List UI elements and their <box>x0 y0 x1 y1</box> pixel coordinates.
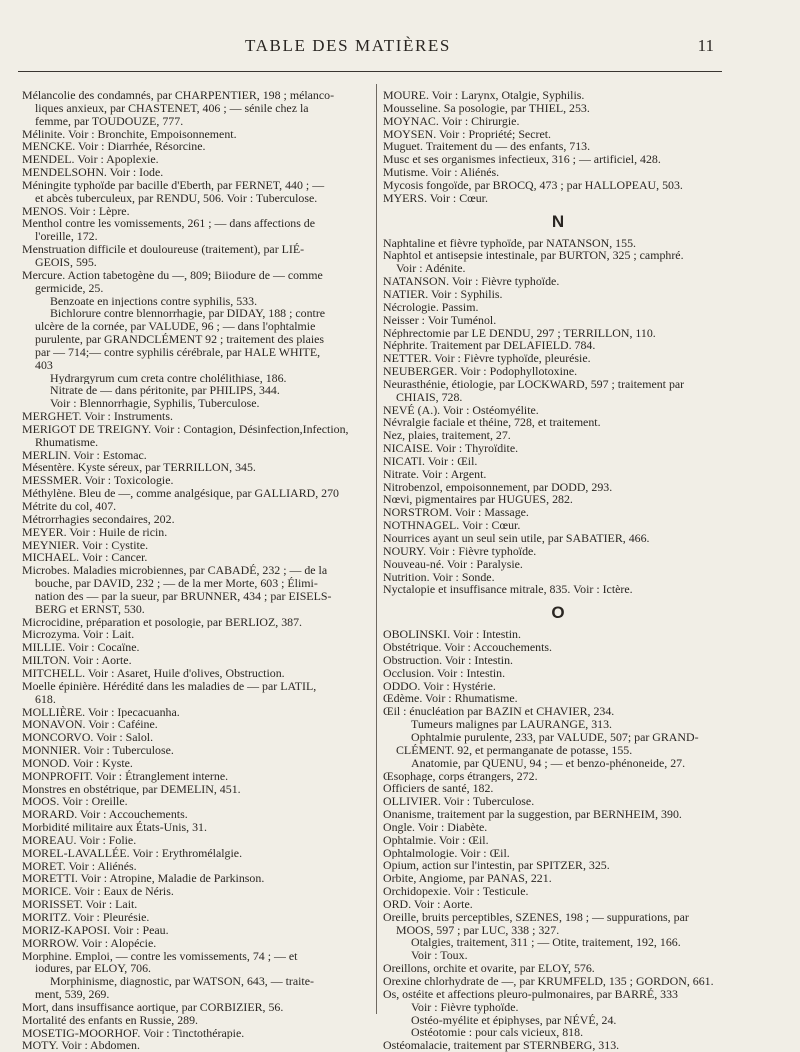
section-letter-heading: N <box>551 211 565 231</box>
index-entry-line: MOYSEN. Voir : Propriété; Secret. <box>383 127 551 141</box>
index-entry-line: MEYER. Voir : Huile de ricin. <box>22 525 168 539</box>
index-entry-line: Opium, action sur l'intestin, par SPITZER, 325. <box>383 859 610 873</box>
index-entry-line: Menstruation difficile et douloureuse (traitement), par LIÉ- <box>22 243 305 256</box>
index-entry-line: Ostéomalacie, traitement par STERNBERG, 313. <box>383 1039 620 1052</box>
index-entry-line: Oreillons, orchite et ovarite, par ELOY, 576. <box>383 962 595 975</box>
index-entry-line: Occlusion. Voir : Intestin. <box>383 666 506 680</box>
index-entry-line: Voir : Toux. <box>411 949 468 963</box>
index-entry-line: Moelle épinière. Hérédité dans les maladies de — par LATIL, <box>22 679 317 693</box>
index-entry-line: Hydrargyrum cum creta contre cholélithiase, 186. <box>50 371 287 385</box>
index-entry-line: nation des — par la sueur, par BRUNNER, 434 ; par EISELS- <box>35 589 332 603</box>
index-entry-line: Neurasthénie, étiologie, par LOCKWARD, 597 ; traitement par <box>383 377 685 391</box>
index-entry-line: Nécrologie. Passim. <box>383 300 479 314</box>
right-column <box>383 89 733 1052</box>
index-entry-line: Métrite du col, 407. <box>22 500 117 513</box>
index-entry-line: MYERS. Voir : Cœur. <box>383 191 488 205</box>
index-entry-line: Benzoate en injections contre syphilis, 533. <box>50 294 258 308</box>
index-entry-line: iodures, par ELOY, 706. <box>35 962 152 976</box>
index-entry-line: NOTHNAGEL. Voir : Cœur. <box>383 519 521 532</box>
index-entry-line: Naphtaline et fièvre typhoïde, par NATANSON, 155. <box>383 236 636 250</box>
index-entry-line: MESSMER. Voir : Toxicologie. <box>22 474 174 488</box>
index-entry-line: Onanisme, traitement par la suggestion, par BERNHEIM, 390. <box>383 808 682 821</box>
index-entry-line: MORETTI. Voir : Atropine, Maladie de Parkinson. <box>22 872 265 886</box>
index-entry-line: et abcès tuberculeux, par RENDU, 506. Voir : Tuberculose. <box>35 191 318 205</box>
index-entry-line: Microzyma. Voir : Lait. <box>22 628 135 642</box>
index-entry-line: MORISSET. Voir : Lait. <box>22 898 138 911</box>
index-entry-line: Ostéotomie : pour cals vicieux, 818. <box>411 1026 584 1040</box>
index-entry-line: MONCORVO. Voir : Salol. <box>22 731 154 745</box>
index-entry-line: MILTON. Voir : Aorte. <box>22 654 132 667</box>
index-entry-line: Oreille, bruits perceptibles, SZENES, 198 ; — suppurations, par <box>383 910 689 924</box>
index-entry-line: Nyctalopie et insuffisance mitrale, 835. Voir : Ictère. <box>383 583 633 597</box>
index-entry-line: ORD. Voir : Aorte. <box>383 897 473 911</box>
index-entry-line: Musc et ses organismes infectieux, 316 ; — artificiel, 428. <box>383 153 661 167</box>
index-entry-line: MOURE. Voir : Larynx, Otalgie, Syphilis. <box>383 89 585 102</box>
index-entry-line: Œdème. Voir : Rhumatisme. <box>383 692 518 706</box>
index-entry-line: Menthol contre les vomissements, 261 ; — dans affections de <box>22 217 316 231</box>
index-entry-line: Nouveau-né. Voir : Paralysie. <box>383 557 523 571</box>
index-entry-line: Mousseline. Sa posologie, par THIEL, 253. <box>383 101 590 115</box>
index-entry-line: MENCKE. Voir : Diarrhée, Résorcine. <box>22 140 206 154</box>
index-entry-line: Nez, plaies, traitement, 27. <box>383 429 511 443</box>
index-entry-line: Névralgie faciale et théine, 728, et traitement. <box>383 416 601 430</box>
index-entry-line: Officiers de santé, 182. <box>383 782 494 796</box>
index-entry-line: Microcidine, préparation et posologie, par BERLIOZ, 387. <box>22 615 303 629</box>
index-entry-line: MOSETIG-MOORHOF. Voir : Tinctothérapie. <box>22 1026 245 1040</box>
index-entry-line: Mercure. Action tabetogène du —, 809; Biiodure de — comme <box>22 268 323 282</box>
index-entry-line: MENOS. Voir : Lèpre. <box>22 204 130 218</box>
index-entry-line: Méningite typhoïde par bacille d'Eberth, par FERNET, 440 ; — <box>22 178 325 192</box>
index-entry-line: MORITZ. Voir : Pleurésie. <box>22 911 150 924</box>
index-entry-line: Mort, dans insuffisance aortique, par CORBIZIER, 56. <box>22 1000 284 1014</box>
index-entry-line: OLLIVIER. Voir : Tuberculose. <box>383 795 535 809</box>
index-entry-line: germicide, 25. <box>35 281 104 295</box>
index-entry-line: Œil : énucléation par BAZIN et CHAVIER, 234. <box>383 705 615 719</box>
index-entry-line: Monstres en obstétrique, par DEMELIN, 451. <box>22 782 241 796</box>
index-entry-line: MILLIE. Voir : Cocaïne. <box>22 641 140 655</box>
index-entry-line: MOREL-LAVALLÉE. Voir : Erythromélalgie. <box>22 846 243 860</box>
index-entry-line: MITCHELL. Voir : Asaret, Huile d'olives, Obstruction. <box>22 666 285 680</box>
index-entry-line: Morphine. Emploi, — contre les vomissements, 74 ; — et <box>22 949 298 963</box>
index-entry-line: Orexine chlorhydrate de —, par KRUMFELD, 135 ; GORDON, 661. <box>383 975 714 988</box>
index-entry-line: Mésentère. Kyste séreux, par TERRILLON, 345. <box>22 461 256 475</box>
index-entry-line: Métrorrhagies secondaires, 202. <box>22 512 175 526</box>
index-entry-line: BERG et ERNST, 530. <box>35 602 145 616</box>
index-entry-line: NEVÉ (A.). Voir : Ostéomyélite. <box>383 403 539 417</box>
index-entry-line: Voir : Adénite. <box>396 262 466 276</box>
index-entry-line: MONOD. Voir : Kyste. <box>22 756 133 770</box>
index-entry-line: MORARD. Voir : Accouchements. <box>22 808 188 822</box>
index-entry-line: MEYNIER. Voir : Cystite. <box>22 538 149 552</box>
index-entry-line: MORROW. Voir : Alopécie. <box>22 936 157 950</box>
index-entry-line: purulente, par GRANDCLÉMENT 92 ; traitement des plaies <box>35 333 325 346</box>
index-entry-line: MOOS, 597 ; par LUC, 338 ; 327. <box>396 923 560 937</box>
index-entry-line: Ostéo-myélite et épiphyses, par NÉVÉ, 24. <box>411 1013 617 1027</box>
index-entry-line: Obstruction. Voir : Intestin. <box>383 653 514 667</box>
index-entry-line: MONNIER. Voir : Tuberculose. <box>22 744 174 757</box>
index-entry-line: Tumeurs malignes par LAURANGE, 313. <box>411 718 613 731</box>
left-column <box>22 89 372 1052</box>
index-entry-line: liques anxieux, par CHASTENET, 406 ; — sénile chez la <box>35 101 309 115</box>
page-header <box>18 36 718 66</box>
index-entry-line: NICAISE. Voir : Thyroïdite. <box>383 442 519 455</box>
index-entry-line: Bichlorure contre blennorrhagie, par DIDAY, 188 ; contre <box>50 307 326 321</box>
index-entry-line: Obstétrique. Voir : Accouchements. <box>383 641 552 654</box>
index-entry-line: par — 714;— contre syphilis cérébrale, par HALE WHITE, <box>35 345 321 359</box>
index-entry-line: MICHAEL. Voir : Cancer. <box>22 551 148 565</box>
index-entry-line: Microbes. Maladies microbiennes, par CABADÉ, 232 ; — de la <box>22 564 328 578</box>
index-entry-line: Nitrate. Voir : Argent. <box>383 467 487 481</box>
index-entry-line: ulcère de la cornée, par VALUDE, 96 ; — dans l'ophtalmie <box>35 320 316 334</box>
index-entry-line: MOOS. Voir : Oreille. <box>22 795 128 809</box>
index-entry-line: MONAVON. Voir : Caféine. <box>22 718 158 732</box>
index-entry-line: NATIER. Voir : Syphilis. <box>383 287 503 301</box>
index-entry-line: 403 <box>35 358 53 372</box>
index-entry-line: Nutrition. Voir : Sonde. <box>383 570 495 584</box>
index-entry-line: MERIGOT DE TREIGNY. Voir : Contagion, Désinfection,Infection, <box>22 422 349 436</box>
index-entry-line: MORIZ-KAPOSI. Voir : Peau. <box>22 923 169 937</box>
index-entry-line: Neisser : Voir Tuménol. <box>383 313 497 327</box>
index-entry-line: Néphrectomie par LE DENDU, 297 ; TERRILLON, 110. <box>383 326 656 340</box>
index-entry-line: Ongle. Voir : Diabète. <box>383 820 488 834</box>
index-entry-line: Nourrices ayant un seul sein utile, par SABATIER, 466. <box>383 532 650 545</box>
index-entry-line: Mutisme. Voir : Aliénés. <box>383 166 500 179</box>
index-entry-line: femme, par TOUDOUZE, 777. <box>35 114 184 128</box>
index-entry-line: NEUBERGER. Voir : Podophyllotoxine. <box>383 365 578 378</box>
section-letter-heading: O <box>551 603 565 623</box>
index-entry-line: Nitrobenzol, empoisonnement, par DODD, 293. <box>383 480 613 494</box>
index-entry-line: MOREAU. Voir : Folie. <box>22 833 137 847</box>
index-entry-line: Nœvi, pigmentaires par HUGUES, 282. <box>383 493 573 507</box>
index-entry-line: NATANSON. Voir : Fièvre typhoïde. <box>383 275 560 288</box>
column-separator <box>376 84 377 1014</box>
index-entry-line: MERLIN. Voir : Estomac. <box>22 448 147 462</box>
index-entry-line: bouche, par DAVID, 232 ; — de la mer Morte, 603 ; Élimi- <box>35 577 318 590</box>
index-entry-line: MOYNAC. Voir : Chirurgie. <box>383 114 520 128</box>
index-entry-line: 618. <box>35 692 56 706</box>
index-entry-line: NETTER. Voir : Fièvre typhoïde, pleurésie. <box>383 352 591 366</box>
index-entry-line: Mélinite. Voir : Bronchite, Empoisonnement. <box>22 127 237 141</box>
index-entry-line: Orbite, Angiome, par PANAS, 221. <box>383 872 552 886</box>
page-number: 11 <box>697 36 714 55</box>
index-entry-line: NICATI. Voir : Œil. <box>383 454 478 468</box>
index-entry-line: GEOIS, 595. <box>35 255 97 269</box>
index-entry-line: MENDEL. Voir : Apoplexie. <box>22 153 159 167</box>
index-entry-line: MOTY. Voir : Abdomen. <box>22 1039 140 1052</box>
page-title: TABLE DES MATIÈRES <box>245 36 451 55</box>
index-entry-line: Os, ostéite et affections pleuro-pulmonaires, par BARRÉ, 333 <box>383 987 679 1001</box>
index-entry-line: MOLLIÈRE. Voir : Ipecacuanha. <box>22 705 180 719</box>
index-entry-line: Œsophage, corps étrangers, 272. <box>383 769 538 783</box>
index-entry-line: Voir : Blennorrhagie, Syphilis, Tuberculose. <box>50 397 260 411</box>
index-entry-line: l'oreille, 172. <box>35 230 98 244</box>
index-entry-line: ODDO. Voir : Hystérie. <box>383 679 496 693</box>
index-entry-line: NORSTROM. Voir : Massage. <box>383 506 529 520</box>
index-entry-line: Muguet. Traitement du — des enfants, 713. <box>383 140 591 154</box>
index-entry-line: Mycosis fongoïde, par BROCQ, 473 ; par HALLOPEAU, 503. <box>383 178 683 192</box>
index-entry-line: Voir : Fièvre typhoïde. <box>411 1000 519 1014</box>
index-entry-line: CHIAIS, 728. <box>396 390 463 404</box>
index-entry-line: Mélancolie des condamnés, par CHARPENTIER, 198 ; mélanco- <box>22 89 335 102</box>
index-entry-line: OBOLINSKI. Voir : Intestin. <box>383 628 521 642</box>
index-entry-line: CLÉMENT. 92, et permanganate de potasse, 155. <box>396 743 633 757</box>
index-entry-line: Morphinisme, diagnostic, par WATSON, 643, — traite- <box>50 975 314 989</box>
index-entry-line: Nitrate de — dans péritonite, par PHILIPS, 344. <box>50 384 280 398</box>
index-entry-line: MENDELSOHN. Voir : Iode. <box>22 166 164 179</box>
index-entry-line: Anatomie, par QUENU, 94 ; — et benzo-phénoneide, 27. <box>411 756 686 770</box>
index-entry-line: Ophtalmie. Voir : Œil. <box>383 833 489 847</box>
index-entry-line: Orchidopexie. Voir : Testicule. <box>383 885 529 898</box>
index-entry-line: Rhumatisme. <box>35 435 99 449</box>
index-entry-line: MORICE. Voir : Eaux de Néris. <box>22 885 174 899</box>
index-entry-line: Morbidité militaire aux États-Unis, 31. <box>22 821 207 834</box>
index-entry-line: Naphtol et antisepsie intestinale, par BURTON, 325 ; camphré. <box>383 249 684 263</box>
header-rule <box>18 71 722 72</box>
index-entry-line: Néphrite. Traitement par DELAFIELD. 784. <box>383 339 596 353</box>
index-entry-line: NOURY. Voir : Fièvre typhoïde. <box>383 544 537 558</box>
index-entry-line: MONPROFIT. Voir : Étranglement interne. <box>22 769 229 783</box>
index-entry-line: Méthylène. Bleu de —, comme analgésique, par GALLIARD, 270 <box>22 487 340 500</box>
index-entry-line: MORET. Voir : Aliénés. <box>22 859 137 873</box>
index-entry-line: Ophtalmie purulente, 233, par VALUDE, 507; par GRAND- <box>411 730 699 744</box>
index-entry-line: ment, 539, 269. <box>35 988 110 1001</box>
index-entry-line: MERGHET. Voir : Instruments. <box>22 410 173 423</box>
index-entry-line: Otalgies, traitement, 311 ; — Otite, traitement, 192, 166. <box>411 936 681 950</box>
index-entry-line: Mortalité des enfants en Russie, 289. <box>22 1013 199 1027</box>
index-entry-line: Ophtalmologie. Voir : Œil. <box>383 846 510 860</box>
